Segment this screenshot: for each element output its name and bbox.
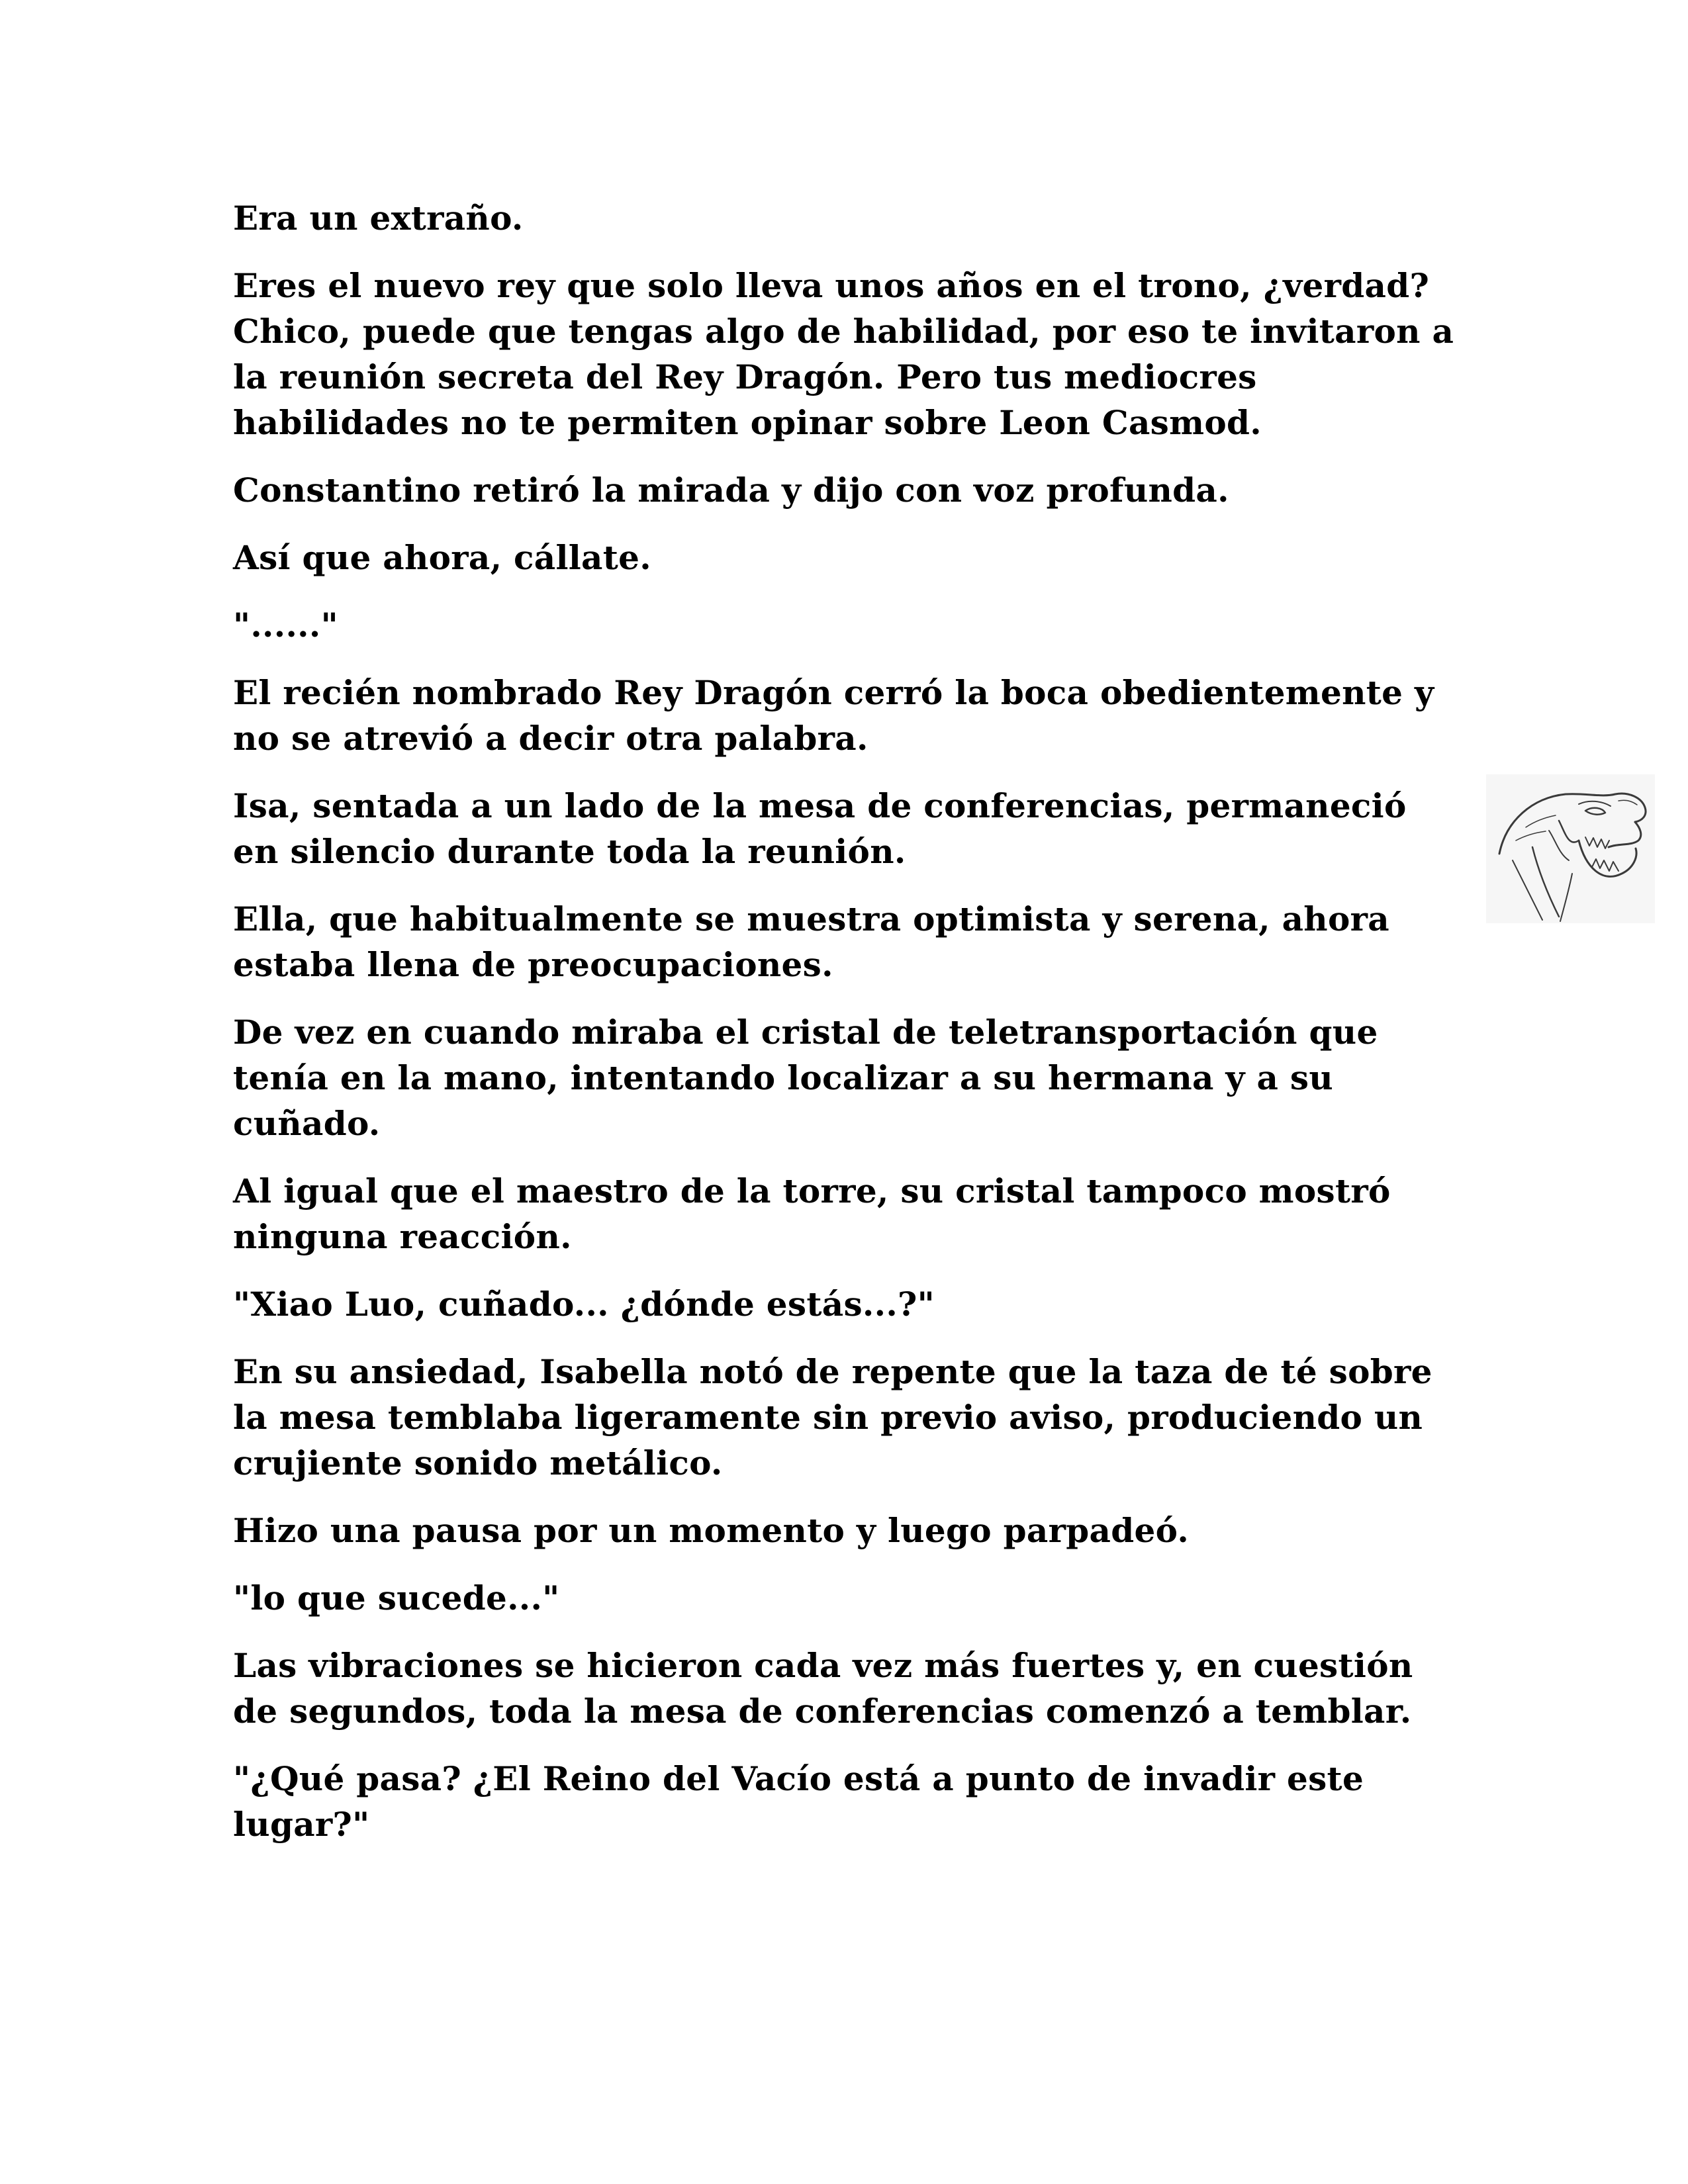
paragraph-8: Ella, que habitualmente se muestra optimista y serena, ahora estaba llena de preocupaciones. [233, 899, 1389, 984]
paragraph-6: El recién nombrado Rey Dragón cerró la boca obedientemente y no se atrevió a decir otra palabra. [233, 673, 1434, 758]
paragraph-15: Las vibraciones se hicieron cada vez más fuertes y, en cuestión de segundos, toda la mesa de conferencias comenzó a temblar. [233, 1646, 1413, 1731]
body-text [233, 195, 1458, 1869]
paragraph-12: En su ansiedad, Isabella notó de repente que la taza de té sobre la mesa temblaba ligeramente sin previo aviso, produciendo un crujiente sonido metálico. [233, 1352, 1432, 1482]
paragraph-2: Eres el nuevo rey que solo lleva unos años en el trono, ¿verdad? Chico, puede que tengas algo de habilidad, por eso te invitaron a la reunión secreta del Rey Dragón. Pero tus mediocres habilidades no te permiten opinar sobre Leon Casmod. [233, 266, 1454, 442]
paragraph-7: Isa, sentada a un lado de la mesa de conferencias, permaneció en silencio durante toda la reunión. [233, 786, 1407, 871]
paragraph-9: De vez en cuando miraba el cristal de teletransportación que tenía en la mano, intentando localizar a su hermana y a su cuñado. [233, 1013, 1378, 1143]
paragraph-13: Hizo una pausa por un momento y luego parpadeó. [233, 1511, 1190, 1550]
paragraph-1: Era un extraño. [233, 199, 524, 238]
paragraph-16: "¿Qué pasa? ¿El Reino del Vacío está a punto de invadir este lugar?" [233, 1759, 1364, 1844]
paragraph-3: Constantino retiró la mirada y dijo con voz profunda. [233, 471, 1229, 510]
paragraph-10: Al igual que el maestro de la torre, su cristal tampoco mostró ninguna reacción. [233, 1171, 1391, 1256]
paragraph-14: "lo que sucede..." [233, 1578, 560, 1617]
dinosaur-head-sketch-icon [1486, 774, 1655, 923]
paragraph-5: "......" [233, 606, 338, 645]
paragraph-11: "Xiao Luo, cuñado... ¿dónde estás...?" [233, 1285, 935, 1324]
paragraph-4: Así que ahora, cállate. [233, 538, 651, 577]
